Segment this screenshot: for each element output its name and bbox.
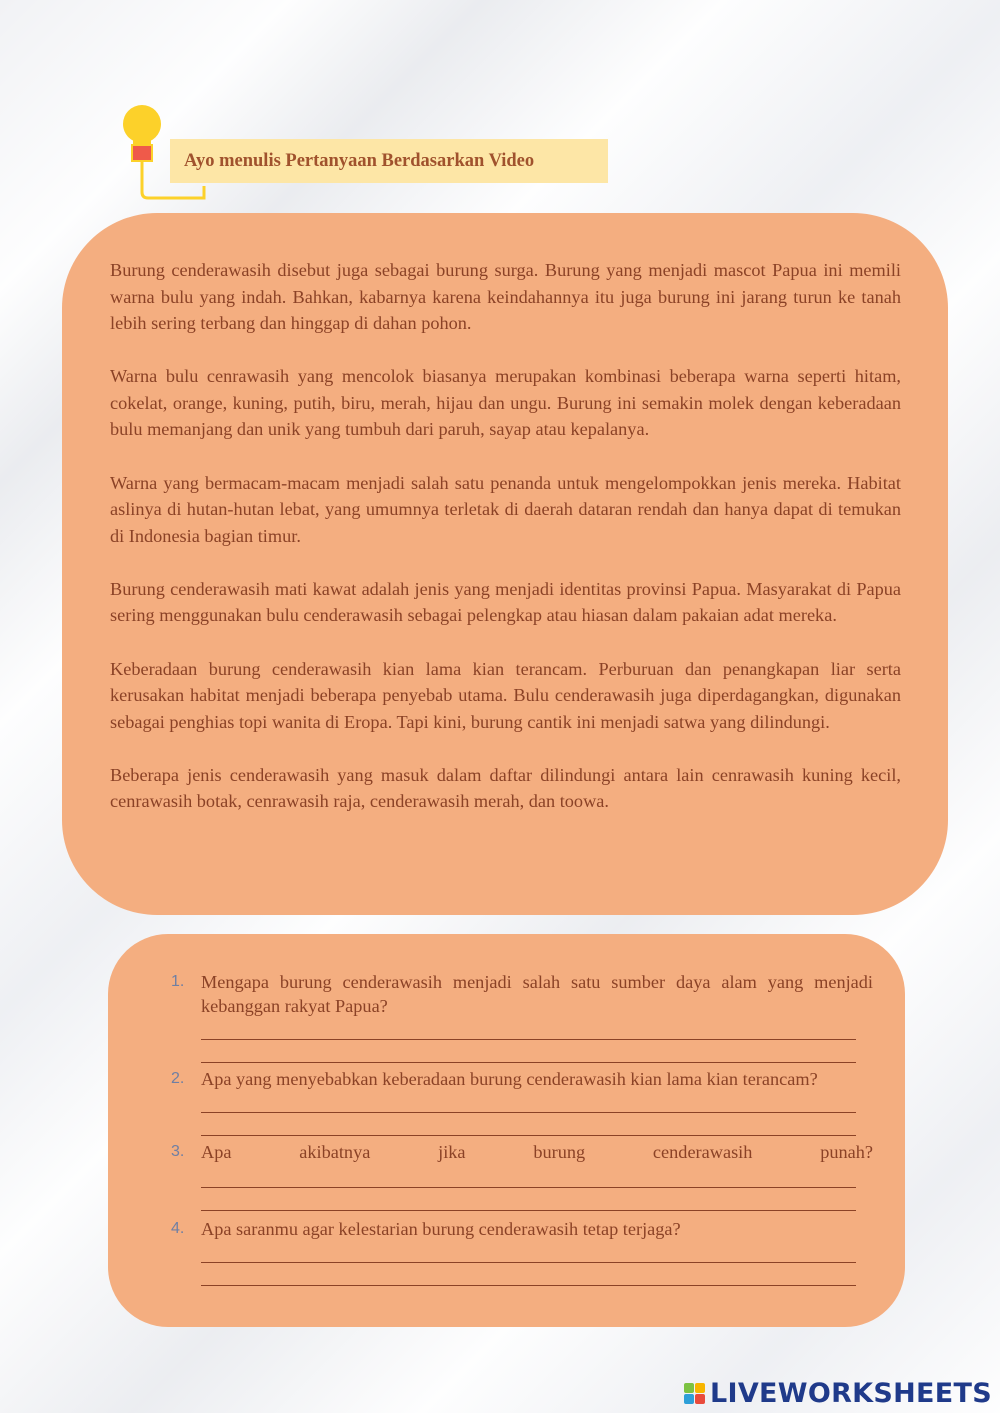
answer-field-1a[interactable]	[201, 1018, 856, 1040]
paragraph-2: Warna bulu cenrawasih yang mencolok biasanya merupakan kombinasi beberapa warna seperti hitam, cokelat, orange, kuning, putih, biru, merah, hijau dan ungu. Burung ini semakin molek dengan keberadaan bulu memanjang dan unik yang tumbuh dari paruh, sayap atau kepalanya.	[110, 366, 901, 440]
liveworksheets-logo-icon	[684, 1383, 705, 1404]
paragraph-6: Beberapa jenis cenderawasih yang masuk dalam daftar dilindungi antara lain cenrawasih kuning kecil, cenrawasih botak, cenrawasih raja, cenderawasih merah, dan toowa.	[110, 764, 901, 812]
question-number: 4.	[171, 1220, 185, 1237]
paragraph-3: Warna yang bermacam-macam menjadi salah satu penanda untuk mengelompokkan jenis mereka. Habitat aslinya di hutan-hutan lebat, yang umumnya terletak di daerah dataran rendah dan hanya dapat di temukan di Indonesia bagian timur.	[110, 472, 901, 546]
questions-panel	[108, 934, 905, 1327]
question-text: Mengapa burung cenderawasih menjadi salah satu sumber daya alam yang menjadi kebanggan rakyat Papua?	[201, 972, 873, 1016]
question-1	[168, 970, 873, 1063]
paragraph-5: Keberadaan burung cenderawasih kian lama kian terancam. Perburuan dan penangkapan liar serta kerusakan habitat menjadi beberapa penyebab utama. Bulu cenderawasih juga diperdagangkan, digunakan sebagai penghias topi wanita di Eropa. Tapi kini, burung cantik ini menjadi satwa yang dilindungi.	[110, 658, 901, 732]
question-number: 3.	[171, 1143, 185, 1160]
liveworksheets-logo[interactable]	[684, 1378, 992, 1409]
question-number: 2.	[171, 1070, 185, 1087]
paragraph-4: Burung cenderawasih mati kawat adalah jenis yang menjadi identitas provinsi Papua. Masyarakat di Papua sering menggunakan bulu cenderawasih sebagai pelengkap atau hiasan dalam pakaian adat mereka.	[110, 578, 901, 626]
answer-field-1b[interactable]	[201, 1041, 856, 1063]
brand-name: LIVEWORKSHEETS	[709, 1378, 992, 1409]
question-text: Apa saranmu agar kelestarian burung cenderawasih tetap terjaga?	[201, 1219, 681, 1239]
question-2	[168, 1067, 873, 1136]
answer-field-4a[interactable]	[201, 1241, 856, 1263]
answer-field-4b[interactable]	[201, 1264, 856, 1286]
question-text: Apa yang menyebabkan keberadaan burung cenderawasih kian lama kian terancam?	[201, 1069, 818, 1089]
question-4	[168, 1217, 873, 1286]
answer-field-3b[interactable]	[201, 1189, 856, 1211]
question-3	[168, 1140, 873, 1211]
answer-field-2a[interactable]	[201, 1091, 856, 1113]
section-header	[170, 139, 608, 183]
question-text: Apa akibatnya jika burung cenderawasih punah?	[201, 1142, 873, 1162]
answer-field-3a[interactable]	[201, 1166, 856, 1188]
paragraph-1: Burung cenderawasih disebut juga sebagai burung surga. Burung yang menjadi mascot Papua ini memili warna bulu yang indah. Bahkan, kabarnya karena keindahannya itu juga burung ini jarang turun ke tanah lebih sering terbang dan hinggap di dahan pohon.	[110, 260, 901, 334]
reading-passage-panel	[62, 213, 948, 915]
question-number: 1.	[171, 973, 185, 990]
answer-field-2b[interactable]	[201, 1114, 856, 1136]
section-title: Ayo menulis Pertanyaan Berdasarkan Video	[184, 150, 535, 171]
